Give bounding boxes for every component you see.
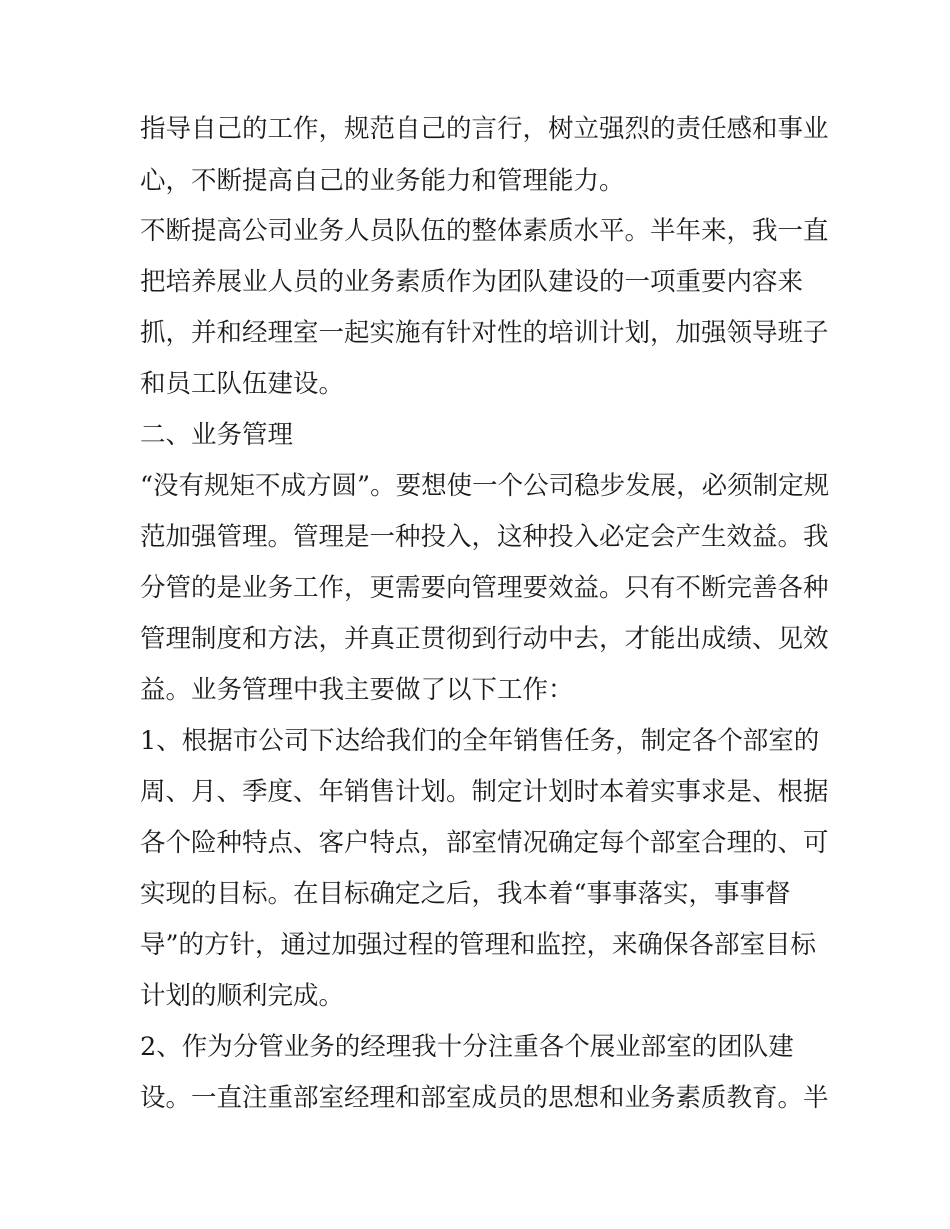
text-line-12: 益。业务管理中我主要做了以下工作：	[140, 675, 574, 705]
text-line-4: 把培养展业人员的业务素质作为团队建设的一项重要内容来	[140, 267, 804, 297]
text-line-3: 不断提高公司业务人员队伍的整体素质水平。半年来，我一直	[140, 216, 829, 246]
text-line-6: 和员工队伍建设。	[140, 369, 345, 399]
text-line-19: 2、作为分管业务的经理我十分注重各个展业部室的团队建	[140, 1032, 794, 1062]
text-line-9: 范加强管理。管理是一种投入，这种投入必定会产生效益。我	[140, 522, 829, 552]
text-line-17: 导”的方针，通过加强过程的管理和监控，来确保各部室目标	[140, 930, 817, 960]
section-heading: 二、业务管理	[140, 420, 294, 450]
text-line-2: 心，不断提高自己的业务能力和管理能力。	[140, 166, 625, 196]
text-line-13: 1、根据市公司下达给我们的全年销售任务，制定各个部室的	[140, 726, 820, 756]
text-line-18: 计划的顺利完成。	[140, 981, 345, 1011]
text-line-11: 管理制度和方法，并真正贯彻到行动中去，才能出成绩、见效	[140, 624, 829, 654]
text-line-20: 设。一直注重部室经理和部室成员的思想和业务素质教育。半	[140, 1083, 829, 1113]
text-line-8: “没有规矩不成方圆”。要想使一个公司稳步发展，必须制定规	[140, 471, 830, 501]
text-line-1: 指导自己的工作，规范自己的言行，树立强烈的责任感和事业	[140, 114, 829, 144]
text-line-5: 抓，并和经理室一起实施有针对性的培训计划，加强领导班子	[140, 318, 829, 348]
text-line-15: 各个险种特点、客户特点，部室情况确定每个部室合理的、可	[140, 828, 829, 858]
text-line-16: 实现的目标。在目标确定之后，我本着“事事落实，事事督	[140, 879, 791, 909]
text-line-14: 周、月、季度、年销售计划。制定计划时本着实事求是、根据	[140, 777, 829, 807]
text-line-10: 分管的是业务工作，更需要向管理要效益。只有不断完善各种	[140, 573, 829, 603]
